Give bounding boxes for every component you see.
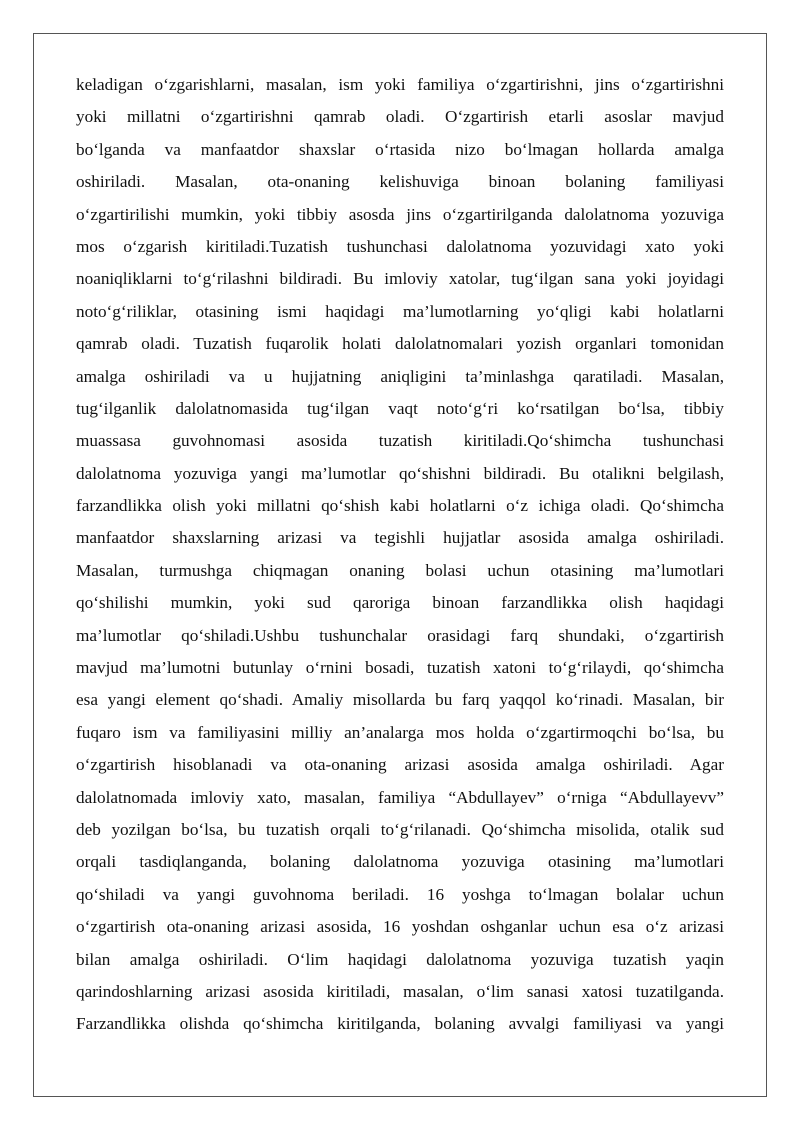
- text-line: oshiriladi. Masalan, ota-onaning kelishuviga binoan bolaning familiyasi: [76, 172, 724, 192]
- text-line: dalolatnomada imloviy xato, masalan, familiya “Abdullayev” o‘rniga “Abdullayevv”: [76, 787, 724, 807]
- document-body-text: [76, 69, 724, 1041]
- text-line: orqali tasdiqlanganda, bolaning dalolatnoma yozuviga otasining ma’lumotlari: [76, 852, 724, 872]
- text-line: o‘zgartirish hisoblanadi va ota-onaning arizasi asosida amalga oshiriladi. Agar: [76, 755, 724, 775]
- text-line: qo‘shiladi va yangi guvohnoma beriladi. 16 yoshga to‘lmagan bolalar uchun: [76, 884, 724, 904]
- text-line: amalga oshiriladi va u hujjatning aniqligini ta’minlashga qaratiladi. Masalan,: [76, 366, 724, 386]
- text-line: yoki millatni o‘zgartirishni qamrab oladi. O‘zgartirish etarli asoslar mavjud: [76, 107, 724, 127]
- text-line: qo‘shilishi mumkin, yoki sud qaroriga binoan farzandlikka olish haqidagi: [76, 593, 724, 613]
- text-line: bilan amalga oshiriladi. O‘lim haqidagi dalolatnoma yozuviga tuzatish yaqin: [76, 949, 724, 969]
- text-line: tug‘ilganlik dalolatnomasida tug‘ilgan vaqt noto‘g‘ri ko‘rsatilgan bo‘lsa, tibbiy: [76, 398, 724, 418]
- text-line: noaniqliklarni to‘g‘rilashni bildiradi. Bu imloviy xatolar, tug‘ilgan sana yoki joyidagi: [76, 269, 724, 289]
- text-line: qamrab oladi. Tuzatish fuqarolik holati dalolatnomalari yozish organlari tomonidan: [76, 334, 724, 354]
- text-line: qarindoshlarning arizasi asosida kiritiladi, masalan, o‘lim sanasi xatosi tuzatilganda.: [76, 981, 724, 1001]
- text-line: o‘zgartirish ota-onaning arizasi asosida, 16 yoshdan oshganlar uchun esa o‘z arizasi: [76, 917, 724, 937]
- text-line: bo‘lganda va manfaatdor shaxslar o‘rtasida nizo bo‘lmagan hollarda amalga: [76, 139, 724, 159]
- text-line: farzandlikka olish yoki millatni qo‘shish kabi holatlarni o‘z ichiga oladi. Qo‘shimcha: [76, 496, 724, 516]
- text-line: mos o‘zgarish kiritiladi.Tuzatish tushunchasi dalolatnoma yozuvidagi xato yoki: [76, 236, 724, 256]
- text-line: manfaatdor shaxslarning arizasi va tegishli hujjatlar asosida amalga oshiriladi.: [76, 528, 724, 548]
- text-line: mavjud ma’lumotni butunlay o‘rnini bosadi, tuzatish xatoni to‘g‘rilaydi, qo‘shimcha: [76, 658, 724, 678]
- text-line: Masalan, turmushga chiqmagan onaning bolasi uchun otasining ma’lumotlari: [76, 560, 724, 580]
- text-line: noto‘g‘riliklar, otasining ismi haqidagi ma’lumotlarning yo‘qligi kabi holatlarni: [76, 301, 724, 321]
- text-line: muassasa guvohnomasi asosida tuzatish kiritiladi.Qo‘shimcha tushunchasi: [76, 431, 724, 451]
- text-line: ma’lumotlar qo‘shiladi.Ushbu tushunchalar orasidagi farq shundaki, o‘zgartirish: [76, 625, 724, 645]
- text-line: o‘zgartirilishi mumkin, yoki tibbiy asosda jins o‘zgartirilganda dalolatnoma yozuviga: [76, 204, 724, 224]
- text-line: dalolatnoma yozuviga yangi ma’lumotlar qo‘shishni bildiradi. Bu otalikni belgilash,: [76, 463, 724, 483]
- text-line: esa yangi element qo‘shadi. Amaliy misollarda bu farq yaqqol ko‘rinadi. Masalan, bir: [76, 690, 724, 710]
- text-line: keladigan o‘zgarishlarni, masalan, ism yoki familiya o‘zgartirishni, jins o‘zgartirishni: [76, 75, 724, 94]
- text-line: deb yozilgan bo‘lsa, bu tuzatish orqali to‘g‘rilanadi. Qo‘shimcha misolida, otalik sud: [76, 819, 724, 839]
- text-line: fuqaro ism va familiyasini milliy an’analarga mos holda o‘zgartirmoqchi bo‘lsa, bu: [76, 722, 724, 742]
- text-line: Farzandlikka olishda qo‘shimcha kiritilganda, bolaning avvalgi familiyasi va yangi: [76, 1014, 724, 1034]
